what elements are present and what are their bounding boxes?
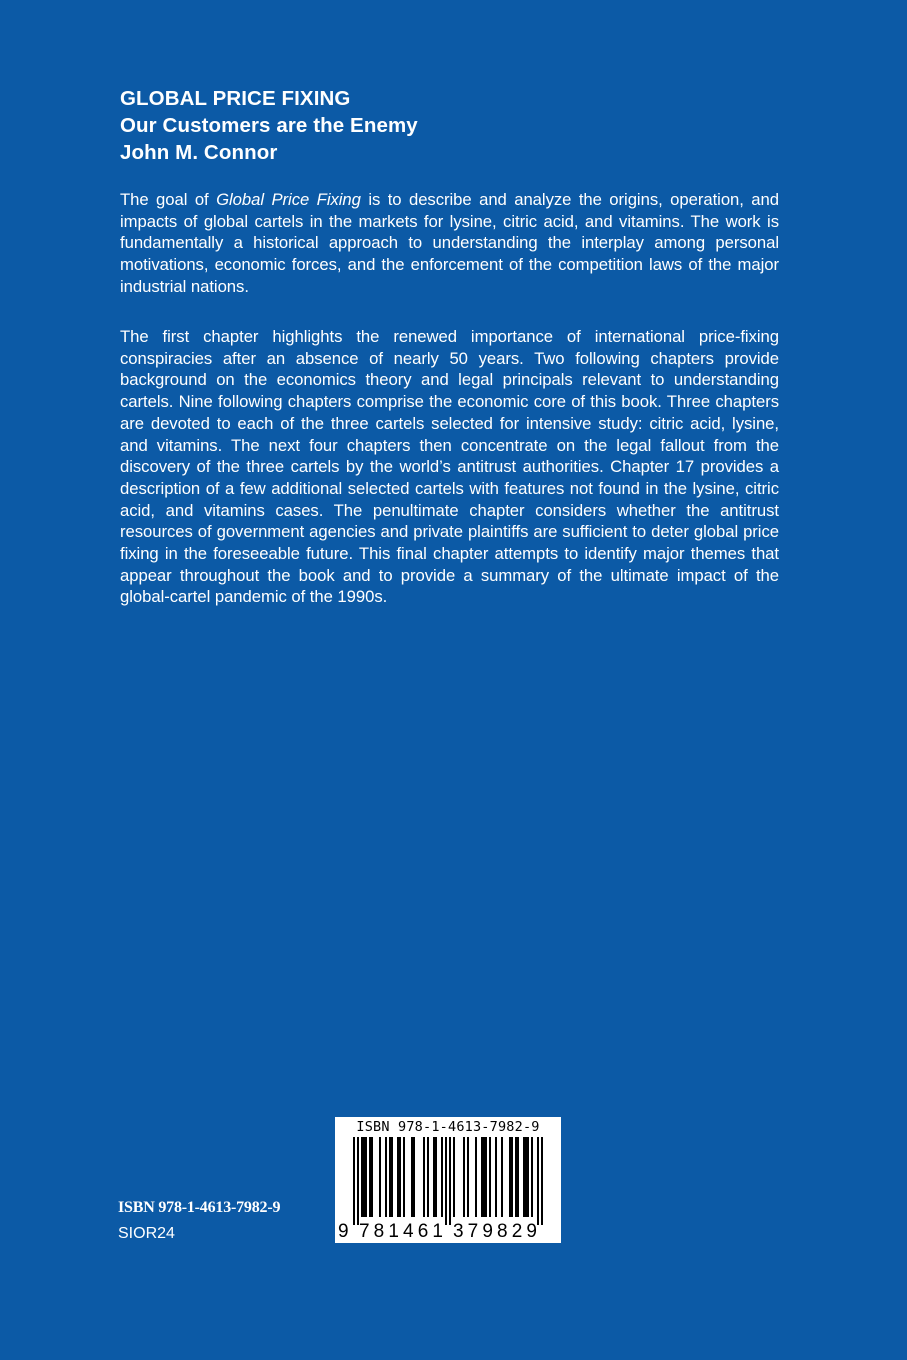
description-paragraph-1 [120,189,779,298]
barcode-bar [517,1137,519,1217]
barcode-first-digit: 9 [338,1221,349,1242]
cover-heading [120,85,820,166]
barcode-bar [435,1137,437,1217]
barcode-bar [427,1137,429,1217]
paragraph-2-text: The first chapter highlights the renewed importance of international price-fixing conspiracies after an absence of nearly 50 years. Two following chapters provide background on the economics theory and legal principals relevant to understanding cartels. Nine following chapters comprise the economic core of this book. Three chapters are devoted to each of the three cartels selected for intensive study: citric acid, lysine, and vitamins. The next four chapters then concentrate on the legal fallout from the discovery of the three cartels by the world’s antitrust authorities. Chapter 17 provides a description of a few additional selected cartels with features not found in the lysine, citric acid, and vitamins cases. The penultimate chapter considers whether the antitrust resources of government agencies and private plaintiffs are sufficient to deter global price fixing in the foreseeable future. This final chapter attempts to identify major themes that appear throughout the book and to provide a summary of the ultimate impact of the global-cartel pandemic of the 1990s. [120,327,779,607]
barcode-bar [495,1137,497,1217]
barcode-bar [483,1137,485,1217]
barcode-bar [353,1137,355,1225]
barcode-bar [365,1137,367,1217]
book-author: John M. Connor [120,141,278,164]
barcode-bar [363,1137,365,1217]
barcode-bar [423,1137,425,1217]
barcode-bar [463,1137,465,1217]
barcode-bar [403,1137,405,1217]
barcode-bar [453,1137,455,1217]
barcode-bar [441,1137,443,1217]
barcode-bar [475,1137,477,1217]
barcode-bar [537,1137,539,1225]
paragraph-1-lead: The goal of [120,190,217,209]
barcode-bar [523,1137,525,1217]
paragraph-1-rest: is to describe and analyze the origins, operation, and impacts of global cartels in the markets for lysine, citric acid, and vitamins. The work is fundamentally a historical approach to understanding the interplay among personal motivations, economic forces, and the enforcement of the competition laws of the major industrial nations. [120,190,779,296]
barcode-bar [371,1137,373,1217]
barcode-bar [531,1137,533,1217]
barcode-bar [527,1137,529,1217]
barcode-bar [467,1137,469,1217]
book-subtitle: Our Customers are the Enemy [120,114,418,137]
description-paragraph-2 [120,326,779,608]
barcode-bar [385,1137,387,1217]
barcode-isbn-text: ISBN 978-1-4613-7982-9 [356,1119,540,1135]
barcode-bar [485,1137,487,1217]
barcode-bar [369,1137,371,1217]
barcode-bar [379,1137,381,1217]
barcode-bar [391,1137,393,1217]
barcode-bar [515,1137,517,1217]
barcode-bar [357,1137,359,1225]
barcode-bar [399,1137,401,1217]
barcode-left-digits: 781461 [359,1221,443,1242]
isbn-barcode [335,1117,561,1243]
barcode-bar [541,1137,543,1225]
barcode-bars [335,1117,561,1243]
isbn-label: ISBN 978-1-4613-7982-9 [118,1199,281,1216]
barcode-bar [489,1137,491,1217]
barcode-bar [389,1137,391,1217]
barcode-bar [413,1137,415,1217]
barcode-bar [433,1137,435,1217]
barcode-bar [449,1137,451,1225]
barcode-bar [511,1137,513,1217]
book-title: GLOBAL PRICE FIXING [120,87,351,110]
paragraph-1-book-title: Global Price Fixing [216,190,361,209]
barcode-right-digits: 379829 [453,1221,537,1242]
barcode-bar [411,1137,413,1217]
barcode-bar [397,1137,399,1217]
barcode-bar [525,1137,527,1217]
barcode-bar [361,1137,363,1217]
barcode-bar [501,1137,503,1217]
barcode-bar [481,1137,483,1217]
barcode-bar [445,1137,447,1225]
barcode-bar [509,1137,511,1217]
series-code: SIOR24 [118,1225,175,1242]
